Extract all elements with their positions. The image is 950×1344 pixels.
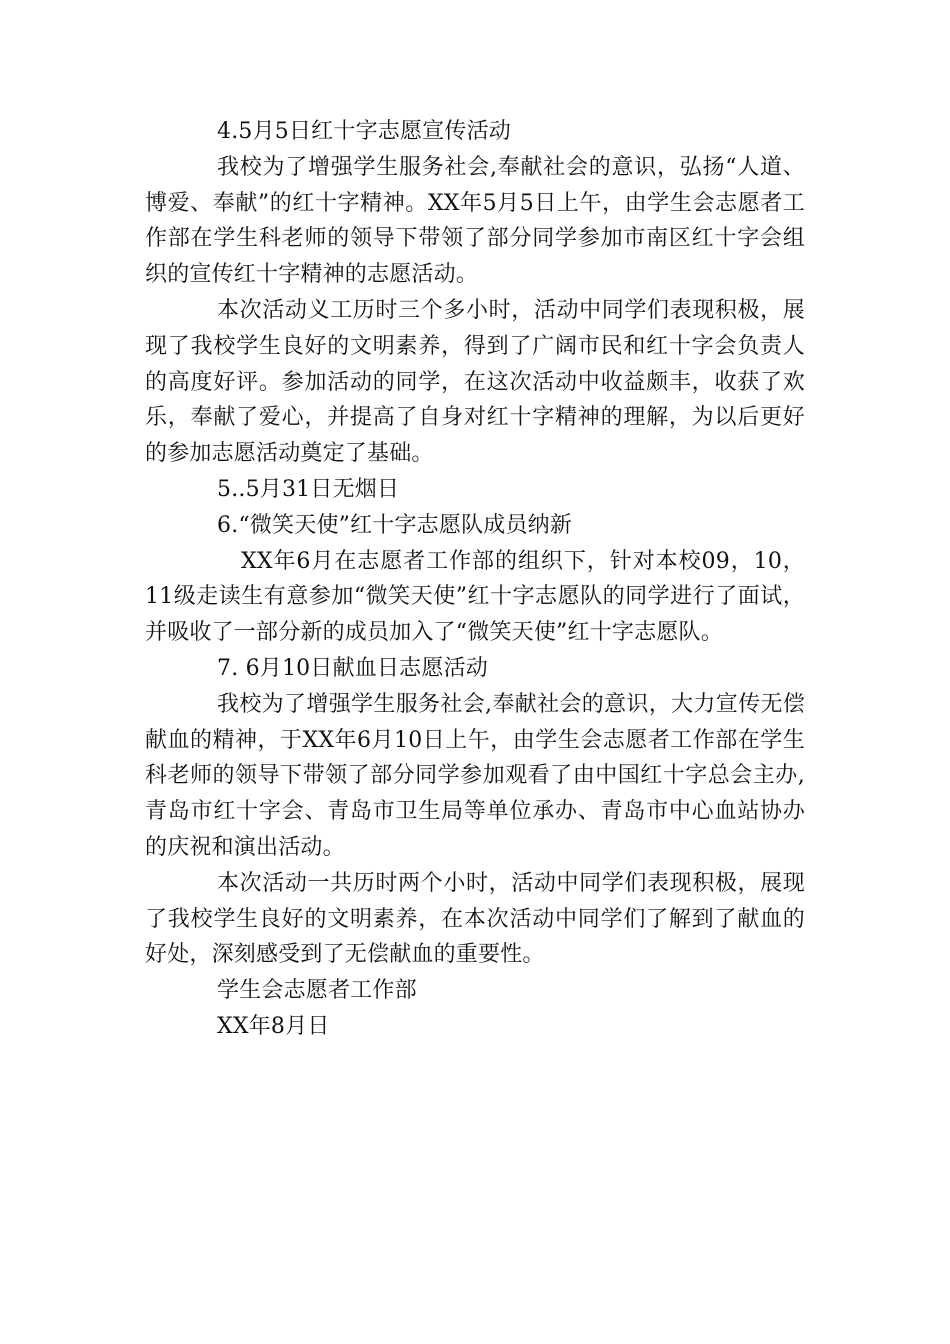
- document-body: [145, 114, 805, 1045]
- signature-department: 学生会志愿者工作部: [217, 978, 417, 1004]
- paragraph-may-5-result: 本次活动义工历时三个多小时，活动中同学们表现积极，展现了我校学生良好的文明素养，得到了广阔市民和红十字会负责人的高度好评。参加活动的同学，在这次活动中收益颇丰，收获了欢乐，奉献了爱心，并提高了自身对红十字精神的理解，为以后更好的参加志愿活动奠定了基础。: [145, 297, 805, 467]
- signature-date: XX年8月日: [217, 1013, 330, 1039]
- paragraph-june-10-intro: 我校为了增强学生服务社会,奉献社会的意识，大力宣传无偿献血的精神，于XX年6月10日上午，由学生会志愿者工作部在学生科老师的领导下带领了部分同学参加观看了由中国红十字总会主办,青岛市红十字会、青岛市卫生局等单位承办、青岛市中心血站协办的庆祝和演出活动。: [145, 691, 805, 860]
- section-heading-june-10: 7. 6月10日献血日志愿活动: [217, 655, 488, 681]
- section-heading-may-5: 4.5月5日红十字志愿宣传活动: [217, 119, 511, 144]
- section-heading-may-31: 5..5月31日无烟日: [217, 476, 400, 502]
- paragraph-recruitment: XX年6月在志愿者工作部的组织下，针对本校09，10，11级走读生有意参加“微笑天使”红十字志愿队的同学进行了面试，并吸收了一部分新的成员加入了“微笑天使”红十字志愿队。: [145, 548, 805, 646]
- paragraph-may-5-intro: 我校为了增强学生服务社会,奉献社会的意识，弘扬“人道、博爱、奉献”的红十字精神。XX年5月5日上午，由学生会志愿者工作部在学生科老师的领导下带领了部分同学参加市南区红十字会组织的宣传红十字精神的志愿活动。: [145, 154, 805, 288]
- paragraph-june-10-result: 本次活动一共历时两个小时，活动中同学们表现积极，展现了我校学生良好的文明素养，在本次活动中同学们了解到了献血的好处，深刻感受到了无偿献血的重要性。: [145, 870, 805, 968]
- section-heading-recruitment: 6.“微笑天使”红十字志愿队成员纳新: [217, 512, 573, 538]
